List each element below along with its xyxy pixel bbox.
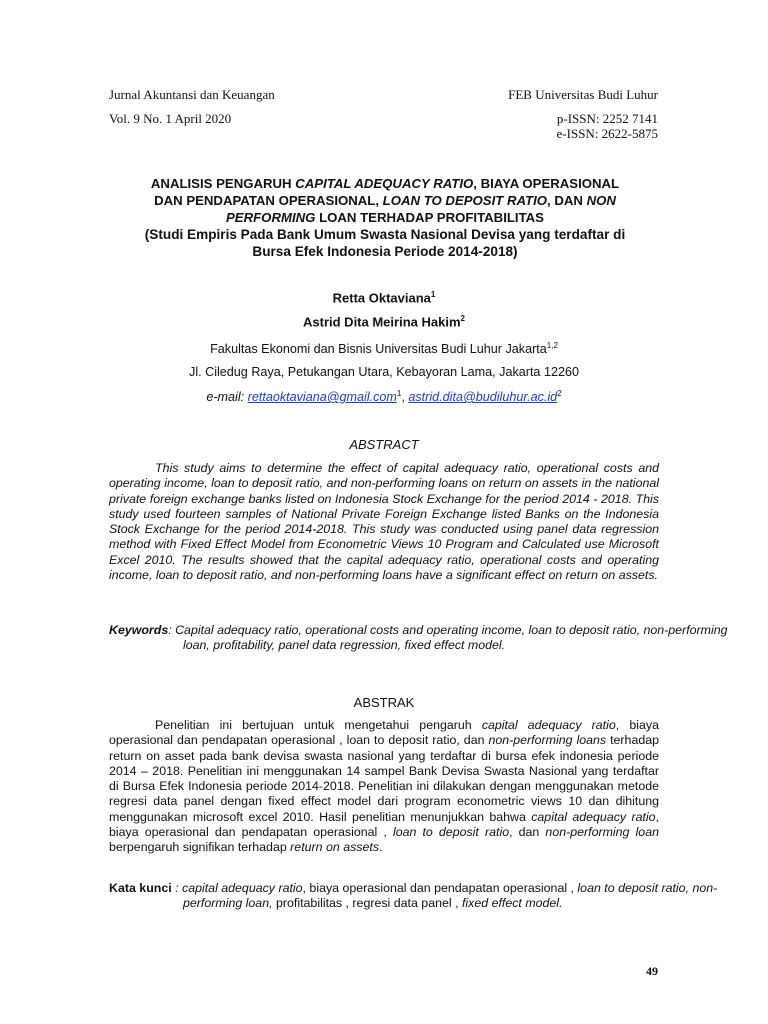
abstract-body: This study aims to determine the effect of capital adequacy ratio, operational costs and operating income, loan to deposit ratio, and non-performing loans on return on assets in the national private foreign exchange banks listed on Indonesia Stock Exchange for the period 2014 - 2018. This study used fourteen samples of National Private Foreign Exchange listed Banks on the Indonesia Stock Exchange for the period 2014-2018. This study was conducted using panel data regression method with Fixed Effect Model from Econometric Views 10 Program and Calculated use Microsoft Excel 2010. The results showed that the capital adequacy ratio, operational costs and operating income, loan to deposit ratio, and non-performing loans have a significant effect on return on assets. <box>109 461 659 583</box>
author-1 <box>0 290 768 305</box>
abstract-keywords <box>109 623 733 654</box>
title-italic: CAPITAL ADEQUACY RATIO <box>295 176 474 191</box>
title-text: ANALISIS PENGARUH <box>150 176 296 191</box>
journal-name: Jurnal Akuntansi dan Keuangan <box>109 87 275 102</box>
page-number: 49 <box>646 964 658 978</box>
author-sup: 1 <box>430 290 436 299</box>
affiliation-emails <box>0 389 768 404</box>
email-link-1[interactable]: rettaoktaviana@gmail.com <box>247 390 397 405</box>
title-line-1 <box>90 175 680 192</box>
kata-kunci-italic: : capital adequacy ratio <box>171 881 303 895</box>
kata-kunci-text: , biaya operasional dan pendapatan operasional , <box>302 881 578 895</box>
keywords-label: Keywords <box>109 623 169 637</box>
affiliation-faculty <box>0 341 768 356</box>
title-italic: PERFORMING <box>226 210 316 225</box>
title-text: DAN PENDAPATAN OPERASIONAL, <box>154 193 383 208</box>
title-text: LOAN TERHADAP PROFITABILITAS <box>315 210 544 225</box>
kata-kunci-italic: loan to deposit ratio, non-performing loan, <box>183 881 718 911</box>
title-subtitle-1: (Studi Empiris Pada Bank Umum Swasta Nasional Devisa yang terdaftar di <box>144 227 626 242</box>
author-name: Astrid Dita Meirina Hakim <box>303 314 461 330</box>
volume-info: Vol. 9 No. 1 April 2020 <box>109 111 232 126</box>
abstrak-body: Penelitian ini bertujuan untuk mengetahui pengaruh <box>155 718 482 732</box>
abstrak-body: . <box>379 840 383 855</box>
author-2 <box>0 314 768 329</box>
affiliation-address: Jl. Ciledug Raya, Petukangan Utara, Kebayoran Lama, Jakarta 12260 <box>189 365 579 379</box>
abstrak-body: , biaya operasional dan pendapatan operasional , loan to deposit ratio, dan <box>109 718 659 748</box>
kata-kunci-text: profitabilitas , regresi data panel , <box>272 896 462 911</box>
title-subtitle-2: Bursa Efek Indonesia Periode 2014-2018) <box>252 244 518 259</box>
p-issn: p-ISSN: 2252 7141 <box>556 111 658 126</box>
title-line-2 <box>90 192 680 209</box>
abstrak-italic: capital adequacy ratio <box>481 718 616 732</box>
title-italic: NON <box>586 193 616 208</box>
abstrak-heading: ABSTRAK <box>353 695 415 710</box>
title-line-3 <box>90 209 680 226</box>
abstrak-italic: capital adequacy ratio <box>531 809 656 824</box>
abstrak-body: terhadap return on asset pada bank devisa swasta nasional yang terdaftar di bursa efek indonesia periode 2014 – 2018. Penelitian ini menggunakan 14 sampel Bank Devisa Swasta Nasional yang terdaftar di Bursa Efek Indonesia periode 2014-2018. Penelitian ini dilakukan dengan menggunakan metode regresi data panel dengan fixed effect model dari program econometric views 10 dan dihitung menggunakan microsoft excel 2010. Hasil penelitian menunjukkan bahwa <box>109 733 660 824</box>
email-sup: 2 <box>557 389 562 398</box>
abstrak-body: , biaya operasional dan pendapatan operasional , <box>109 809 659 840</box>
title-italic: LOAN TO DEPOSIT RATIO <box>382 193 548 208</box>
author-sup: 2 <box>460 314 465 323</box>
title-text: , BIAYA OPERASIONAL <box>473 176 620 191</box>
abstract-text <box>109 461 659 583</box>
kata-kunci-italic: fixed effect model. <box>461 896 563 911</box>
email-label: e-mail: <box>206 390 248 405</box>
author-name: Retta Oktaviana <box>332 290 431 306</box>
institution-name: FEB Universitas Budi Luhur <box>508 87 658 102</box>
faculty-sup: 1,2 <box>546 341 558 350</box>
email-separator: , <box>401 390 409 405</box>
paper-title <box>90 175 680 260</box>
abstrak-italic: non-performing loan <box>545 825 659 840</box>
abstract-heading: ABSTRACT <box>349 437 419 452</box>
abstrak-keywords <box>109 881 733 912</box>
abstrak-body: berpengaruh signifikan terhadap <box>109 840 291 855</box>
keywords-text: Capital adequacy ratio, operational costs and operating income, loan to deposit ratio, non-performing loan, profitability, panel data regression, fixed effect model. <box>175 623 728 653</box>
abstrak-italic: return on assets <box>290 840 380 855</box>
abstrak-body: , dan <box>509 825 546 840</box>
email-link-2[interactable]: astrid.dita@budiluhur.ac.id <box>408 390 558 405</box>
faculty-text: Fakultas Ekonomi dan Bisnis Universitas Budi Luhur Jakarta <box>210 342 547 357</box>
kata-kunci-label: Kata kunci <box>109 881 172 895</box>
keywords-colon: : <box>168 623 176 637</box>
e-issn: e-ISSN: 2622-5875 <box>556 126 658 141</box>
title-text: , DAN <box>547 193 587 208</box>
email-sup: 1 <box>396 389 402 398</box>
abstrak-italic: non-performing loans <box>488 733 607 748</box>
abstrak-italic: loan to deposit ratio <box>392 825 510 840</box>
abstrak-text <box>109 718 659 856</box>
